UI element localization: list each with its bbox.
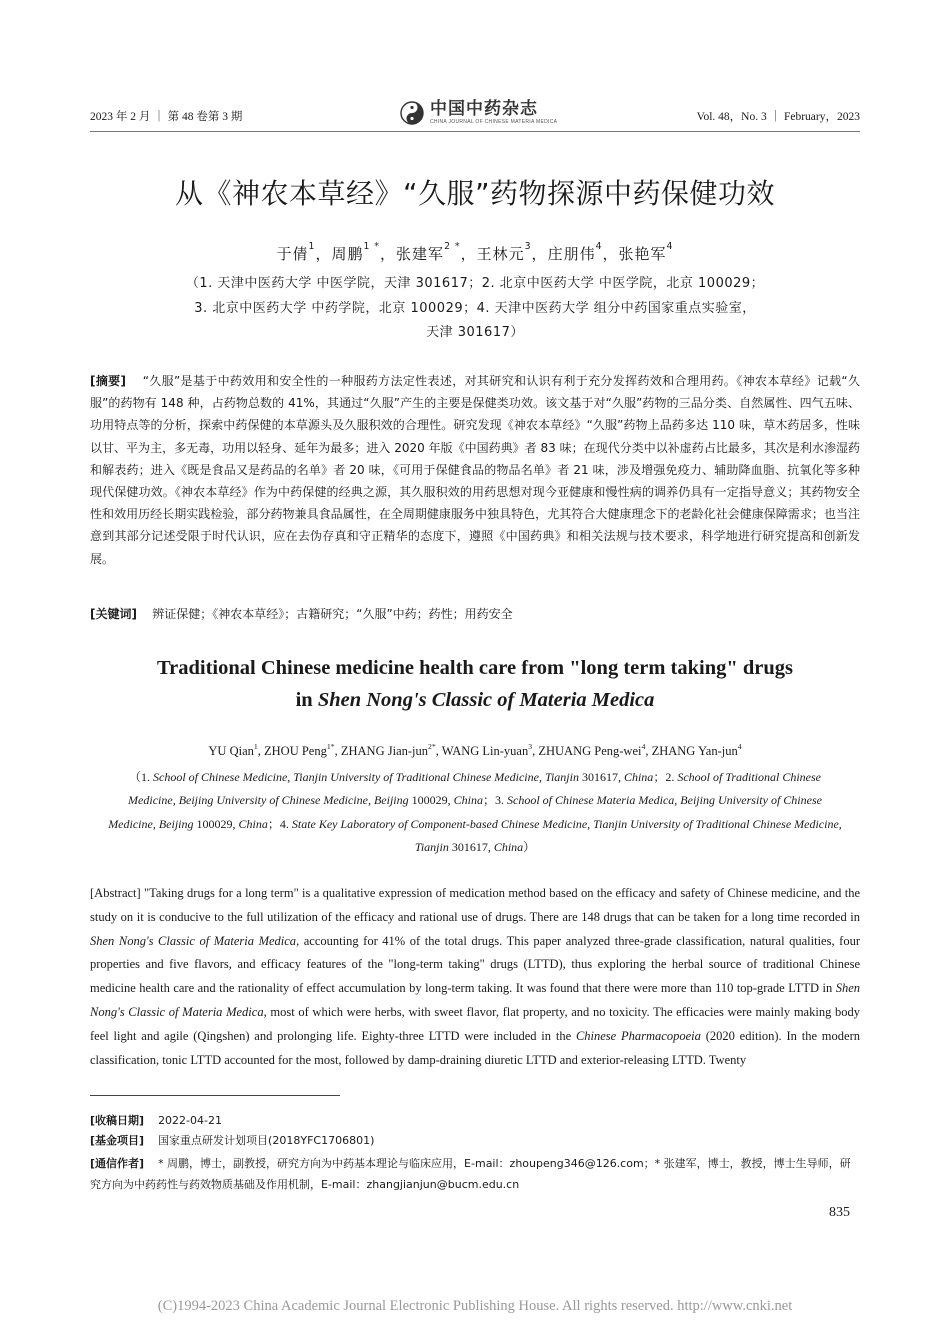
abstract-label-en: [Abstract] <box>90 886 141 900</box>
author-cn: 张建军$^{2 *}$ <box>396 241 461 263</box>
title-en <box>60 652 890 716</box>
affiliation-en-part: （1. <box>128 770 153 784</box>
author-affiliation-mark: 4 <box>595 241 603 253</box>
journal-emblem-icon <box>400 101 424 125</box>
journal-name-en: CHINA JOURNAL OF CHINESE MATERIA MEDICA <box>430 119 558 125</box>
author-cn: 张艳军$^4$ <box>618 241 674 263</box>
author-en: ZHANG Jian-jun$^{2*}$ <box>340 742 436 758</box>
author-affiliation-mark: 1* <box>326 742 335 752</box>
author-en: YU Qian$^1$ <box>208 742 258 758</box>
author-affiliation-mark: 3 <box>528 742 533 752</box>
author-cn: 王林元$^3$ <box>476 241 532 263</box>
corresponding-label: [通信作者] <box>90 1157 145 1170</box>
journal-issue-en: Vol. 48，No. 3 ｜ February，2023 <box>696 111 860 123</box>
affiliation-en-part: State Key Laboratory of Component-based Chinese Medicine, Tianjin University of Traditional Chinese Medicine, Tianjin <box>291 816 842 855</box>
abstract-en-text: (2020 edition). In the modern classification, tonic LTTD accounted for the most, followed by damp-draining diuretic LTTD and exterior-releasing LTTD. Twenty <box>90 1028 860 1067</box>
page-number: 835 <box>829 1205 850 1220</box>
affiliation-line: 天津 301617） <box>426 325 524 340</box>
affiliation-en-part: 301617, <box>451 840 494 855</box>
author-affiliation-mark: 4 <box>641 742 646 752</box>
abstract-en-text: , accounting for 41% of the total drugs. This paper analyzed three-grade classification, natural qualities, four properties and five flavors, and efficacy features of the "long-term taking" drugs (LTTD), thus exploring the herbal source of traditional Chinese medicine health care and the rationality of effect accumulation by long-term taking. It was found that there were more than 110 top-grade LTTD in <box>90 933 860 996</box>
abstract-en-text: "Taking drugs for a long term" is a qualitative expression of medication method based on the efficacy and safety of Chinese medicine, and the study on it is conducive to the full utilization of the efficacy and rational use of drugs. There are 148 drugs that can be taken for a long time recorded in <box>90 886 860 924</box>
author-affiliation-mark: 1 * <box>363 241 381 253</box>
affiliations-en <box>105 766 845 860</box>
affiliation-en-part: School of Traditional Chinese Medicine, Beijing University of Chinese Medicine, Beijing <box>128 770 821 808</box>
author-affiliation-mark: 1 <box>253 742 258 752</box>
author-en: ZHANG Yan-jun$^4$ <box>651 742 742 758</box>
author-cn: 庄朋伟$^4$ <box>547 241 603 263</box>
authors-en: YU Qian$^1$, ZHOU Peng$^{1*}$, ZHANG Jian-jun$^{2*}$, WANG Lin-yuan$^3$, ZHUANG Peng-wei$^4$, ZHANG Yan-jun$^4$ <box>208 742 742 758</box>
title-en-italic: Shen Nong's Classic of Materia Medica <box>317 689 655 711</box>
affiliation-en-part: ；2. <box>653 770 678 784</box>
affiliation-en-part: School of Chinese Medicine, Tianjin University of Traditional Chinese Medicine, Tianjin <box>153 770 582 784</box>
author-en: WANG Lin-yuan$^3$ <box>441 742 533 758</box>
affiliation-en-part: ；4. <box>267 816 292 831</box>
received-date <box>90 1110 860 1131</box>
received-value: 2022-04-21 <box>158 1114 222 1127</box>
fund-label: [基金项目] <box>90 1134 145 1147</box>
header-divider <box>90 131 860 132</box>
affiliation-en-part: School of Chinese Materia Medica, Beijing University of Chinese Medicine, Beijing <box>108 793 822 831</box>
abstract-en-italic: Chinese Pharmacopoeia <box>575 1028 701 1043</box>
affiliation-line: （1. 天津中医药大学 中医学院，天津 301617；2. 北京中医药大学 中医学院，北京 100029； <box>185 276 765 291</box>
abstract-en-italic: Shen Nong's Classic of Materia Medica <box>90 933 297 948</box>
copyright-notice: (C)1994-2023 China Academic Journal Electronic Publishing House. All rights reserved. http://www.cnki.net <box>157 1298 793 1314</box>
affiliation-en-part: China <box>493 840 524 855</box>
author-affiliation-mark: 3 <box>524 241 532 253</box>
keywords-label-cn: [关键词] <box>90 607 137 621</box>
fund-info <box>90 1130 860 1151</box>
title-en-line1: Traditional Chinese medicine health care from "long term taking" drugs <box>156 657 794 679</box>
abstract-cn <box>90 370 860 570</box>
affiliations-cn <box>120 272 830 346</box>
author-affiliation-mark: 4 <box>737 742 742 752</box>
affiliation-en-part: 100029, <box>196 816 239 831</box>
abstract-en-italic: Shen Nong's Classic of Materia Medica <box>90 981 860 1019</box>
author-affiliation-mark: 4 <box>666 241 674 253</box>
title-cn: 从《神农本草经》“久服”药物探源中药保健功效 <box>174 177 775 210</box>
abstract-label-cn: [摘要] <box>90 374 127 388</box>
abstract-text-cn: “久服”是基于中药效用和安全性的一种服药方法定性表述，对其研究和认识有利于充分发挥药效和合理用药。《神农本草经》记载“久服”的药物有 148 种，占药物总数的 41%，其通过“久服”产生的主要是保健类功效。该文基于对“久服”药物的三品分类、自然属性、四气五味、功用特点等的分析，探索中药保健的本草源头及久服积效的合理性。研究发现《神农本草经》“久服”药物上品药多达 110 味，草木药居多，性味以甘、平为主，多无毒，功用以轻身、延年为最多；进入 2020 年版《中国药典》者 83 味；在现代分类中以补虚药占比最多，其次是利水渗湿药和解表药；进入《既是食品又是药品的名单》者 20 味，《可用于保健食品的物品名单》者 21 味，涉及增强免疫力、辅助降血脂、抗氧化等多种现代保健功效。《神农本草经》作为中药保健的经典之源，其久服积效的用药思想对现今亚健康和慢性病的调养仍具有一定指导意义；其药物安全性和效用历经长期实践检验，部分药物兼具食品属性，在全周期健康服务中独具特色，尤其符合大健康理念下的老龄化社会健康保障需求；也当注意到其部分记述受限于时代认识，应在去伪存真和守正精华的态度下，遵照《中国药典》和相关法规与技术要求，科学地进行研究提高和创新发展。 <box>90 374 861 566</box>
affiliation-en-part: China <box>453 793 483 808</box>
affiliation-en-part: China <box>238 816 268 831</box>
footnote-divider <box>90 1095 340 1096</box>
journal-issue-cn: 2023 年 2 月 ｜ 第 48 卷第 3 期 <box>90 111 243 123</box>
affiliation-en-part: 100029, <box>411 793 454 808</box>
abstract-en-text: , most of which were herbs, with sweet flavor, flat property, and no toxicity. The efficacies were mainly making body feel light and agile (Qingshen) and prolonging life. Eighty-three LTTD were included in the <box>90 1004 860 1043</box>
affiliation-en-part: ） <box>523 840 536 855</box>
abstract-en <box>90 882 860 1072</box>
journal-name-cn: 中国中药杂志 <box>430 99 538 119</box>
affiliation-en-part: ；3. <box>482 793 507 808</box>
affiliation-en-part: China <box>623 770 654 784</box>
fund-value: 国家重点研发计划项目(2018YFC1706801) <box>158 1134 375 1147</box>
author-en: ZHUANG Peng-wei$^4$ <box>538 742 646 758</box>
author-affiliation-mark: 2 * <box>444 241 461 253</box>
author-affiliation-mark: 1 <box>308 241 316 253</box>
title-en-line2 <box>60 684 890 716</box>
keywords-cn <box>90 604 860 624</box>
journal-logo <box>400 100 557 125</box>
affiliation-en-part: 301617, <box>581 770 624 784</box>
author-cn: 于倩$^1$ <box>276 241 316 263</box>
author-affiliation-mark: 2* <box>428 742 436 752</box>
authors-cn: 于倩$^1$，周鹏$^{1 *}$，张建军$^{2 *}$，王林元$^3$，庄朋伟$^4$，张艳军$^4$ <box>276 241 674 263</box>
corresponding-author <box>90 1153 860 1195</box>
corresponding-value: * 周鹏，博士，副教授，研究方向为中药基本理论与临床应用，E-mail：zhoupeng346@126.com；* 张建军，博士，教授，博士生导师，研究方向为中药药性与药效物质基础及作用机制，E-mail：zhangjianjun@bucm.edu.cn <box>90 1157 851 1191</box>
received-label: [收稿日期] <box>90 1114 145 1127</box>
title-en-prefix: in <box>295 689 318 711</box>
author-en: ZHOU Peng$^{1*}$ <box>264 742 335 758</box>
keywords-text-cn: 辨证保健；《神农本草经》；古籍研究；“久服”中药；药性；用药安全 <box>152 607 513 621</box>
author-cn: 周鹏$^{1 *}$ <box>331 241 381 263</box>
affiliation-line: 3. 北京中医药大学 中药学院，北京 100029；4. 天津中医药大学 组分中药国家重点实验室， <box>194 300 756 316</box>
